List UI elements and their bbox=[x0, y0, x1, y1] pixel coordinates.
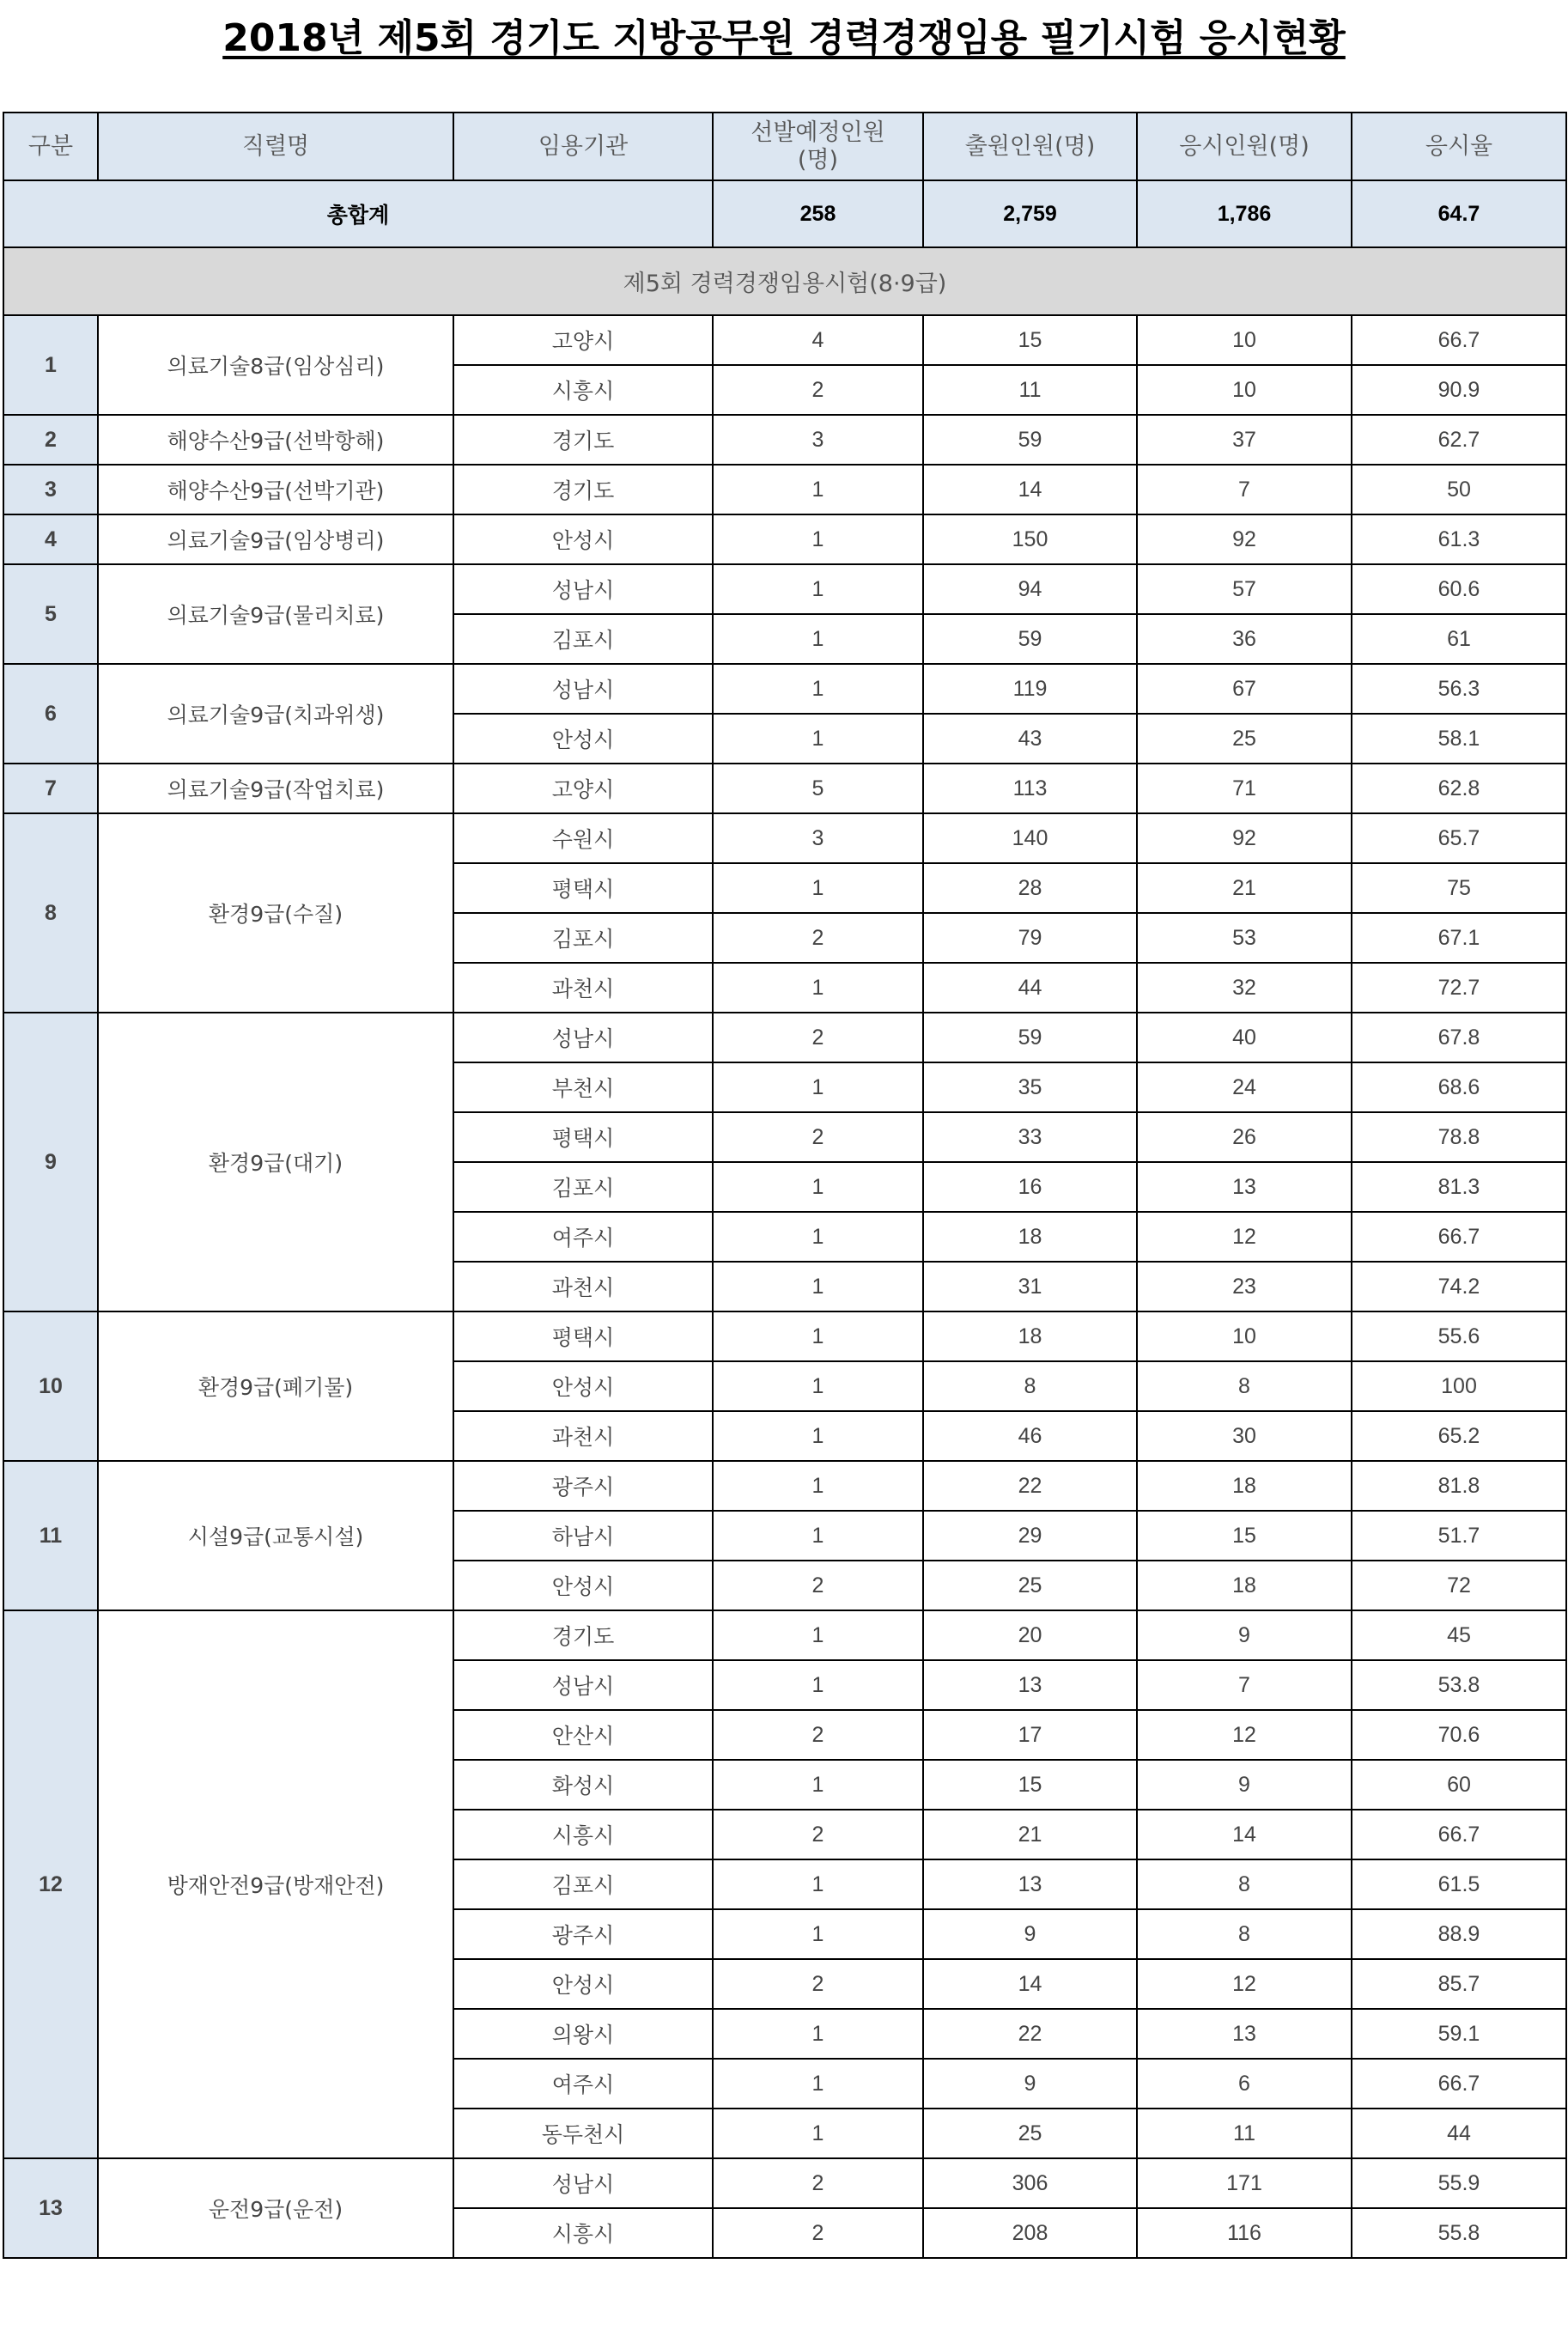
total-rate: 64.7 bbox=[1352, 180, 1566, 247]
applied-count-cell: 9 bbox=[923, 1909, 1137, 1959]
applied-count-cell: 33 bbox=[923, 1112, 1137, 1162]
attended-count-cell: 26 bbox=[1137, 1112, 1352, 1162]
planned-count-cell: 2 bbox=[713, 2158, 923, 2208]
planned-count-cell: 2 bbox=[713, 1959, 923, 2009]
applied-count-cell: 59 bbox=[923, 1013, 1137, 1062]
attendance-rate-cell: 44 bbox=[1352, 2109, 1566, 2158]
planned-count-cell: 1 bbox=[713, 1162, 923, 1212]
attended-count-cell: 14 bbox=[1137, 1810, 1352, 1859]
applied-count-cell: 150 bbox=[923, 514, 1137, 564]
planned-count-cell: 3 bbox=[713, 415, 923, 465]
agency-cell: 과천시 bbox=[453, 963, 713, 1013]
job-series-name: 의료기술9급(임상병리) bbox=[98, 514, 453, 564]
total-planned: 258 bbox=[713, 180, 923, 247]
attendance-rate-cell: 70.6 bbox=[1352, 1710, 1566, 1760]
attended-count-cell: 24 bbox=[1137, 1062, 1352, 1112]
planned-count-cell: 2 bbox=[713, 2208, 923, 2258]
header-title: 직렬명 bbox=[98, 113, 453, 180]
applied-count-cell: 43 bbox=[923, 714, 1137, 764]
attendance-rate-cell: 51.7 bbox=[1352, 1511, 1566, 1561]
attended-count-cell: 9 bbox=[1137, 1760, 1352, 1810]
planned-count-cell: 1 bbox=[713, 1660, 923, 1710]
attended-count-cell: 8 bbox=[1137, 1361, 1352, 1411]
agency-cell: 광주시 bbox=[453, 1909, 713, 1959]
agency-cell: 수원시 bbox=[453, 813, 713, 863]
applied-count-cell: 22 bbox=[923, 1461, 1137, 1511]
planned-count-cell: 2 bbox=[713, 1561, 923, 1610]
attendance-rate-cell: 65.2 bbox=[1352, 1411, 1566, 1461]
job-series-name: 의료기술8급(임상심리) bbox=[98, 315, 453, 415]
agency-cell: 고양시 bbox=[453, 315, 713, 365]
agency-cell: 평택시 bbox=[453, 863, 713, 913]
table-row bbox=[3, 514, 1566, 564]
planned-count-cell: 1 bbox=[713, 465, 923, 514]
planned-count-cell: 1 bbox=[713, 2059, 923, 2109]
attendance-rate-cell: 55.6 bbox=[1352, 1311, 1566, 1361]
attendance-rate-cell: 55.9 bbox=[1352, 2158, 1566, 2208]
row-group-number: 7 bbox=[3, 764, 98, 813]
attended-count-cell: 32 bbox=[1137, 963, 1352, 1013]
row-group-number: 3 bbox=[3, 465, 98, 514]
agency-cell: 안산시 bbox=[453, 1710, 713, 1760]
agency-cell: 김포시 bbox=[453, 913, 713, 963]
attended-count-cell: 15 bbox=[1137, 1511, 1352, 1561]
attended-count-cell: 13 bbox=[1137, 1162, 1352, 1212]
applied-count-cell: 16 bbox=[923, 1162, 1137, 1212]
row-group-number: 6 bbox=[3, 664, 98, 764]
applied-count-cell: 25 bbox=[923, 1561, 1137, 1610]
applied-count-cell: 79 bbox=[923, 913, 1137, 963]
section-row bbox=[3, 247, 1566, 315]
total-attended: 1,786 bbox=[1137, 180, 1352, 247]
agency-cell: 시흥시 bbox=[453, 2208, 713, 2258]
applied-count-cell: 20 bbox=[923, 1610, 1137, 1660]
table-row bbox=[3, 1461, 1566, 1511]
agency-cell: 광주시 bbox=[453, 1461, 713, 1511]
planned-count-cell: 1 bbox=[713, 863, 923, 913]
planned-count-cell: 4 bbox=[713, 315, 923, 365]
attendance-rate-cell: 100 bbox=[1352, 1361, 1566, 1411]
agency-cell: 경기도 bbox=[453, 465, 713, 514]
applied-count-cell: 18 bbox=[923, 1212, 1137, 1262]
header-planned: 선발예정인원 (명) bbox=[713, 113, 923, 180]
attendance-rate-cell: 88.9 bbox=[1352, 1909, 1566, 1959]
applied-count-cell: 17 bbox=[923, 1710, 1137, 1760]
header-attended: 응시인원(명) bbox=[1137, 113, 1352, 180]
applied-count-cell: 13 bbox=[923, 1859, 1137, 1909]
applied-count-cell: 28 bbox=[923, 863, 1137, 913]
attendance-rate-cell: 66.7 bbox=[1352, 1810, 1566, 1859]
attendance-rate-cell: 65.7 bbox=[1352, 813, 1566, 863]
agency-cell: 과천시 bbox=[453, 1411, 713, 1461]
attendance-rate-cell: 67.1 bbox=[1352, 913, 1566, 963]
attended-count-cell: 57 bbox=[1137, 564, 1352, 614]
row-group-number: 12 bbox=[3, 1610, 98, 2158]
attendance-rate-cell: 66.7 bbox=[1352, 1212, 1566, 1262]
total-row bbox=[3, 180, 1566, 247]
attendance-rate-cell: 67.8 bbox=[1352, 1013, 1566, 1062]
planned-count-cell: 1 bbox=[713, 514, 923, 564]
attended-count-cell: 37 bbox=[1137, 415, 1352, 465]
attended-count-cell: 9 bbox=[1137, 1610, 1352, 1660]
page-title: 2018년 제5회 경기도 지방공무원 경력경쟁임용 필기시험 응시현황 bbox=[222, 16, 1346, 60]
attended-count-cell: 36 bbox=[1137, 614, 1352, 664]
applied-count-cell: 35 bbox=[923, 1062, 1137, 1112]
attended-count-cell: 8 bbox=[1137, 1909, 1352, 1959]
planned-count-cell: 2 bbox=[713, 1013, 923, 1062]
planned-count-cell: 1 bbox=[713, 1062, 923, 1112]
applied-count-cell: 13 bbox=[923, 1660, 1137, 1710]
row-group-number: 1 bbox=[3, 315, 98, 415]
planned-count-cell: 1 bbox=[713, 2109, 923, 2158]
applied-count-cell: 14 bbox=[923, 1959, 1137, 2009]
applied-count-cell: 8 bbox=[923, 1361, 1137, 1411]
exam-status-table bbox=[3, 112, 1567, 2259]
applied-count-cell: 25 bbox=[923, 2109, 1137, 2158]
planned-count-cell: 1 bbox=[713, 614, 923, 664]
planned-count-cell: 2 bbox=[713, 913, 923, 963]
agency-cell: 성남시 bbox=[453, 1660, 713, 1710]
job-series-name: 의료기술9급(작업치료) bbox=[98, 764, 453, 813]
planned-count-cell: 1 bbox=[713, 714, 923, 764]
attended-count-cell: 21 bbox=[1137, 863, 1352, 913]
job-series-name: 환경9급(수질) bbox=[98, 813, 453, 1013]
row-group-number: 2 bbox=[3, 415, 98, 465]
agency-cell: 의왕시 bbox=[453, 2009, 713, 2059]
attendance-rate-cell: 58.1 bbox=[1352, 714, 1566, 764]
planned-count-cell: 1 bbox=[713, 1262, 923, 1311]
planned-count-cell: 1 bbox=[713, 2009, 923, 2059]
agency-cell: 성남시 bbox=[453, 664, 713, 714]
agency-cell: 여주시 bbox=[453, 2059, 713, 2109]
row-group-number: 4 bbox=[3, 514, 98, 564]
attended-count-cell: 10 bbox=[1137, 1311, 1352, 1361]
table-row bbox=[3, 465, 1566, 514]
planned-count-cell: 2 bbox=[713, 1810, 923, 1859]
total-label: 총합계 bbox=[3, 180, 713, 247]
agency-cell: 시흥시 bbox=[453, 365, 713, 415]
header-row bbox=[3, 113, 1566, 180]
attended-count-cell: 8 bbox=[1137, 1859, 1352, 1909]
attended-count-cell: 12 bbox=[1137, 1212, 1352, 1262]
agency-cell: 과천시 bbox=[453, 1262, 713, 1311]
job-series-name: 의료기술9급(치과위생) bbox=[98, 664, 453, 764]
agency-cell: 경기도 bbox=[453, 415, 713, 465]
attended-count-cell: 10 bbox=[1137, 315, 1352, 365]
attended-count-cell: 53 bbox=[1137, 913, 1352, 963]
attended-count-cell: 7 bbox=[1137, 1660, 1352, 1710]
attended-count-cell: 18 bbox=[1137, 1461, 1352, 1511]
agency-cell: 성남시 bbox=[453, 564, 713, 614]
applied-count-cell: 11 bbox=[923, 365, 1137, 415]
agency-cell: 성남시 bbox=[453, 2158, 713, 2208]
attendance-rate-cell: 72.7 bbox=[1352, 963, 1566, 1013]
attended-count-cell: 10 bbox=[1137, 365, 1352, 415]
agency-cell: 부천시 bbox=[453, 1062, 713, 1112]
planned-count-cell: 1 bbox=[713, 1311, 923, 1361]
agency-cell: 여주시 bbox=[453, 1212, 713, 1262]
row-group-number: 10 bbox=[3, 1311, 98, 1461]
table-row bbox=[3, 1311, 1566, 1361]
attended-count-cell: 11 bbox=[1137, 2109, 1352, 2158]
planned-count-cell: 1 bbox=[713, 1859, 923, 1909]
applied-count-cell: 15 bbox=[923, 1760, 1137, 1810]
agency-cell: 고양시 bbox=[453, 764, 713, 813]
attended-count-cell: 23 bbox=[1137, 1262, 1352, 1311]
applied-count-cell: 14 bbox=[923, 465, 1137, 514]
attended-count-cell: 171 bbox=[1137, 2158, 1352, 2208]
planned-count-cell: 1 bbox=[713, 1511, 923, 1561]
planned-count-cell: 1 bbox=[713, 1361, 923, 1411]
table-row bbox=[3, 764, 1566, 813]
attended-count-cell: 40 bbox=[1137, 1013, 1352, 1062]
table-row bbox=[3, 813, 1566, 863]
table-row bbox=[3, 1013, 1566, 1062]
applied-count-cell: 119 bbox=[923, 664, 1137, 714]
attendance-rate-cell: 75 bbox=[1352, 863, 1566, 913]
attended-count-cell: 18 bbox=[1137, 1561, 1352, 1610]
agency-cell: 하남시 bbox=[453, 1511, 713, 1561]
header-rate: 응시율 bbox=[1352, 113, 1566, 180]
applied-count-cell: 59 bbox=[923, 415, 1137, 465]
attendance-rate-cell: 61.5 bbox=[1352, 1859, 1566, 1909]
attended-count-cell: 7 bbox=[1137, 465, 1352, 514]
attendance-rate-cell: 74.2 bbox=[1352, 1262, 1566, 1311]
planned-count-cell: 3 bbox=[713, 813, 923, 863]
agency-cell: 안성시 bbox=[453, 514, 713, 564]
agency-cell: 김포시 bbox=[453, 1859, 713, 1909]
job-series-name: 방재안전9급(방재안전) bbox=[98, 1610, 453, 2158]
job-series-name: 의료기술9급(물리치료) bbox=[98, 564, 453, 664]
planned-count-cell: 2 bbox=[713, 365, 923, 415]
applied-count-cell: 29 bbox=[923, 1511, 1137, 1561]
attendance-rate-cell: 85.7 bbox=[1352, 1959, 1566, 2009]
agency-cell: 경기도 bbox=[453, 1610, 713, 1660]
attendance-rate-cell: 56.3 bbox=[1352, 664, 1566, 714]
job-series-name: 해양수산9급(선박기관) bbox=[98, 465, 453, 514]
attendance-rate-cell: 78.8 bbox=[1352, 1112, 1566, 1162]
attended-count-cell: 92 bbox=[1137, 514, 1352, 564]
attendance-rate-cell: 59.1 bbox=[1352, 2009, 1566, 2059]
applied-count-cell: 18 bbox=[923, 1311, 1137, 1361]
applied-count-cell: 140 bbox=[923, 813, 1137, 863]
header-applied: 출원인원(명) bbox=[923, 113, 1137, 180]
planned-count-cell: 2 bbox=[713, 1112, 923, 1162]
attended-count-cell: 116 bbox=[1137, 2208, 1352, 2258]
planned-count-cell: 1 bbox=[713, 1461, 923, 1511]
agency-cell: 안성시 bbox=[453, 1561, 713, 1610]
planned-count-cell: 1 bbox=[713, 1610, 923, 1660]
attendance-rate-cell: 62.7 bbox=[1352, 415, 1566, 465]
attended-count-cell: 12 bbox=[1137, 1710, 1352, 1760]
applied-count-cell: 208 bbox=[923, 2208, 1137, 2258]
agency-cell: 안성시 bbox=[453, 1959, 713, 2009]
planned-count-cell: 2 bbox=[713, 1710, 923, 1760]
attendance-rate-cell: 61.3 bbox=[1352, 514, 1566, 564]
agency-cell: 안성시 bbox=[453, 1361, 713, 1411]
agency-cell: 화성시 bbox=[453, 1760, 713, 1810]
row-group-number: 8 bbox=[3, 813, 98, 1013]
job-series-name: 해양수산9급(선박항해) bbox=[98, 415, 453, 465]
attendance-rate-cell: 68.6 bbox=[1352, 1062, 1566, 1112]
applied-count-cell: 44 bbox=[923, 963, 1137, 1013]
agency-cell: 안성시 bbox=[453, 714, 713, 764]
table-row bbox=[3, 2158, 1566, 2208]
agency-cell: 김포시 bbox=[453, 614, 713, 664]
total-applied: 2,759 bbox=[923, 180, 1137, 247]
attendance-rate-cell: 50 bbox=[1352, 465, 1566, 514]
attendance-rate-cell: 61 bbox=[1352, 614, 1566, 664]
agency-cell: 성남시 bbox=[453, 1013, 713, 1062]
section-label: 제5회 경력경쟁임용시험(8·9급) bbox=[3, 247, 1566, 315]
header-no: 구분 bbox=[3, 113, 98, 180]
attendance-rate-cell: 53.8 bbox=[1352, 1660, 1566, 1710]
attendance-rate-cell: 62.8 bbox=[1352, 764, 1566, 813]
attendance-rate-cell: 81.8 bbox=[1352, 1461, 1566, 1511]
job-series-name: 환경9급(대기) bbox=[98, 1013, 453, 1311]
attendance-rate-cell: 72 bbox=[1352, 1561, 1566, 1610]
planned-count-cell: 1 bbox=[713, 1212, 923, 1262]
agency-cell: 평택시 bbox=[453, 1112, 713, 1162]
attendance-rate-cell: 81.3 bbox=[1352, 1162, 1566, 1212]
table-row bbox=[3, 564, 1566, 614]
header-agency: 임용기관 bbox=[453, 113, 713, 180]
table-row bbox=[3, 1610, 1566, 1660]
planned-count-cell: 1 bbox=[713, 564, 923, 614]
attended-count-cell: 6 bbox=[1137, 2059, 1352, 2109]
attendance-rate-cell: 60.6 bbox=[1352, 564, 1566, 614]
planned-count-cell: 1 bbox=[713, 1411, 923, 1461]
row-group-number: 13 bbox=[3, 2158, 98, 2258]
applied-count-cell: 21 bbox=[923, 1810, 1137, 1859]
attendance-rate-cell: 45 bbox=[1352, 1610, 1566, 1660]
attended-count-cell: 71 bbox=[1137, 764, 1352, 813]
planned-count-cell: 1 bbox=[713, 664, 923, 714]
job-series-name: 운전9급(운전) bbox=[98, 2158, 453, 2258]
applied-count-cell: 31 bbox=[923, 1262, 1137, 1311]
job-series-name: 시설9급(교통시설) bbox=[98, 1461, 453, 1610]
applied-count-cell: 113 bbox=[923, 764, 1137, 813]
attended-count-cell: 30 bbox=[1137, 1411, 1352, 1461]
table-row bbox=[3, 315, 1566, 365]
planned-count-cell: 5 bbox=[713, 764, 923, 813]
attended-count-cell: 25 bbox=[1137, 714, 1352, 764]
attendance-rate-cell: 66.7 bbox=[1352, 315, 1566, 365]
attended-count-cell: 12 bbox=[1137, 1959, 1352, 2009]
agency-cell: 동두천시 bbox=[453, 2109, 713, 2158]
planned-count-cell: 1 bbox=[713, 963, 923, 1013]
applied-count-cell: 15 bbox=[923, 315, 1137, 365]
planned-count-cell: 1 bbox=[713, 1909, 923, 1959]
row-group-number: 11 bbox=[3, 1461, 98, 1610]
row-group-number: 5 bbox=[3, 564, 98, 664]
job-series-name: 환경9급(폐기물) bbox=[98, 1311, 453, 1461]
applied-count-cell: 59 bbox=[923, 614, 1137, 664]
attendance-rate-cell: 90.9 bbox=[1352, 365, 1566, 415]
agency-cell: 시흥시 bbox=[453, 1810, 713, 1859]
row-group-number: 9 bbox=[3, 1013, 98, 1311]
table-row bbox=[3, 664, 1566, 714]
applied-count-cell: 22 bbox=[923, 2009, 1137, 2059]
applied-count-cell: 94 bbox=[923, 564, 1137, 614]
agency-cell: 김포시 bbox=[453, 1162, 713, 1212]
agency-cell: 평택시 bbox=[453, 1311, 713, 1361]
attended-count-cell: 13 bbox=[1137, 2009, 1352, 2059]
attended-count-cell: 92 bbox=[1137, 813, 1352, 863]
table-row bbox=[3, 415, 1566, 465]
attendance-rate-cell: 66.7 bbox=[1352, 2059, 1566, 2109]
attended-count-cell: 67 bbox=[1137, 664, 1352, 714]
planned-count-cell: 1 bbox=[713, 1760, 923, 1810]
data-rows bbox=[3, 315, 1566, 2258]
applied-count-cell: 46 bbox=[923, 1411, 1137, 1461]
attendance-rate-cell: 60 bbox=[1352, 1760, 1566, 1810]
applied-count-cell: 306 bbox=[923, 2158, 1137, 2208]
applied-count-cell: 9 bbox=[923, 2059, 1137, 2109]
attendance-rate-cell: 55.8 bbox=[1352, 2208, 1566, 2258]
